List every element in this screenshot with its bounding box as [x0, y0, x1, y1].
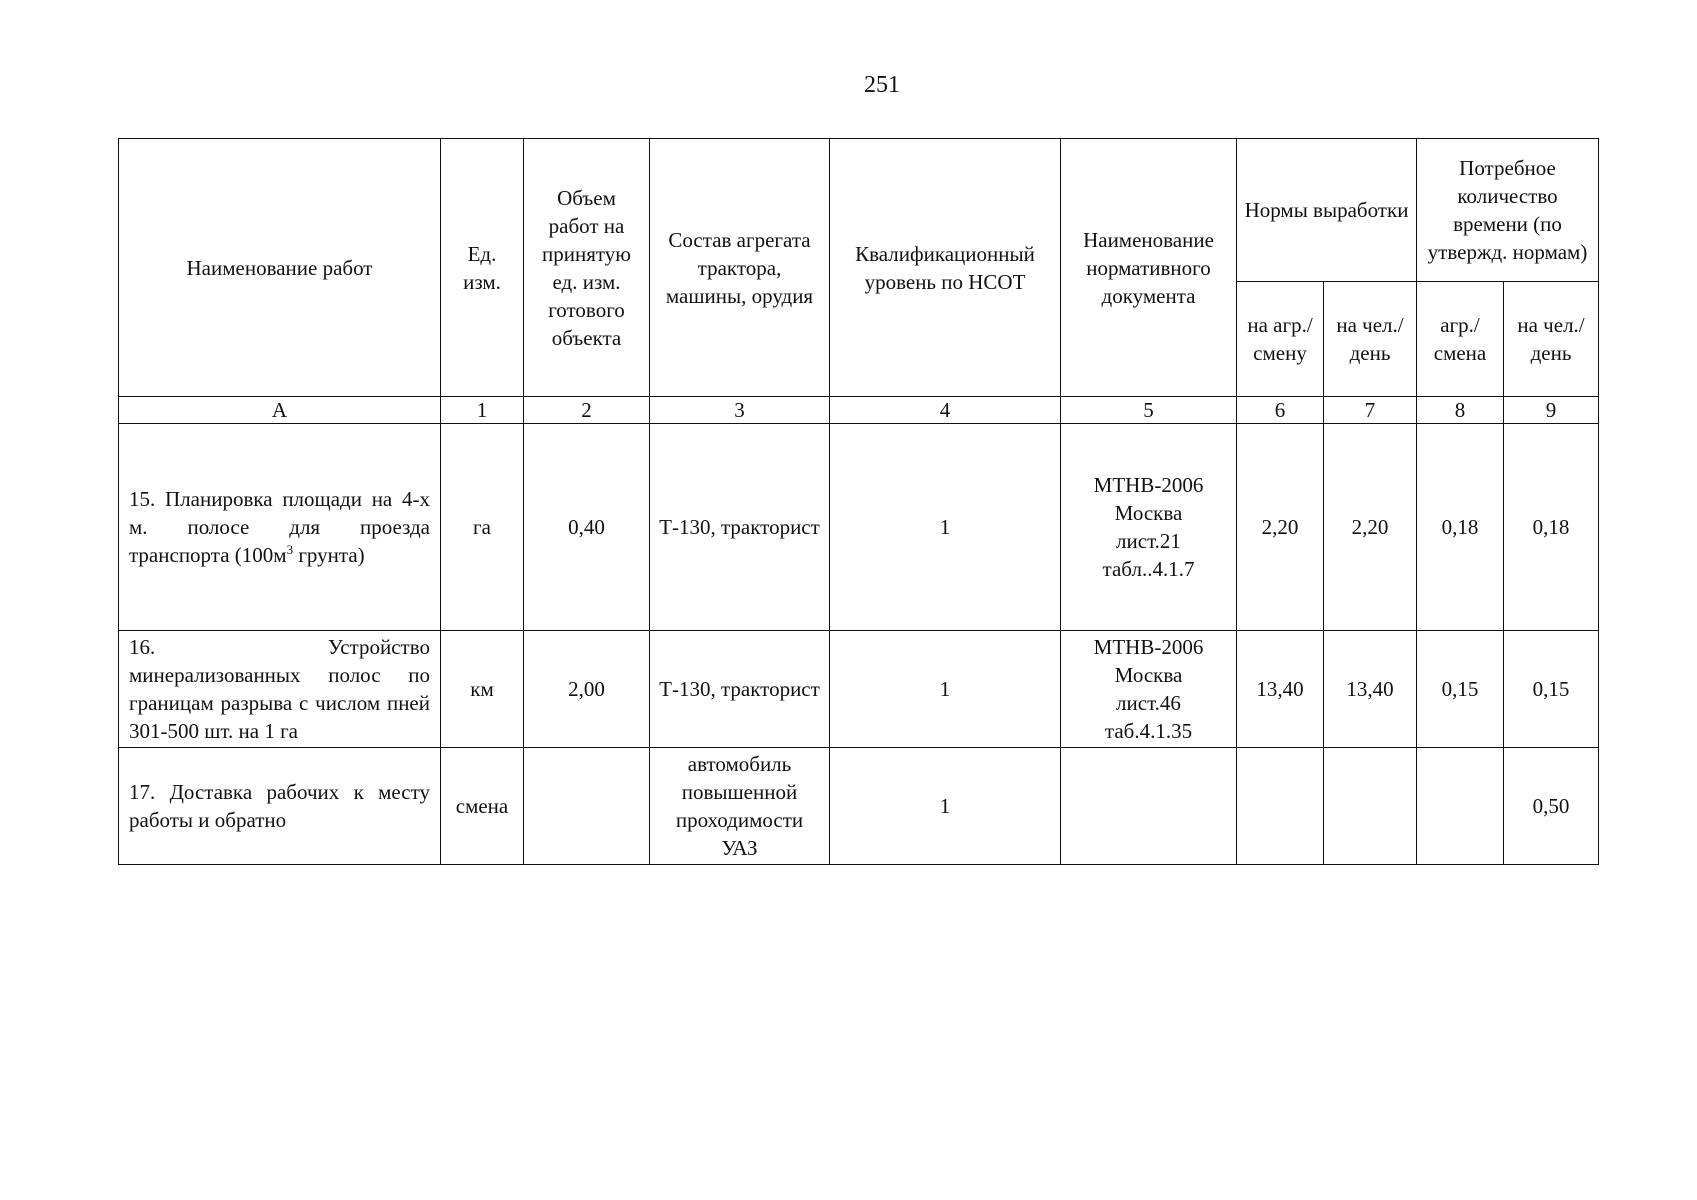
norm-person-day-cell: 2,20	[1324, 424, 1417, 631]
composition-cell: Т-130, тракторист	[650, 631, 830, 748]
doc-line: Москва	[1114, 501, 1183, 525]
norm-unit-shift-cell	[1237, 748, 1324, 865]
unit-cell: смена	[441, 748, 524, 865]
column-number-row	[119, 397, 1599, 424]
column-number: 8	[1417, 397, 1504, 424]
doc-line: лист.46	[1116, 691, 1181, 715]
header-output-per-unit-shift: на агр./ смену	[1237, 282, 1324, 397]
doc-line: табл..4.1.7	[1102, 557, 1195, 581]
volume-cell: 0,40	[524, 424, 650, 631]
page-number: 251	[864, 72, 900, 98]
work-name-text: 15. Планировка площади на 4-х м. полосе для проезда транспорта (100м	[129, 487, 430, 567]
column-number: А	[119, 397, 441, 424]
header-qualification: Квалификационный уровень по НСОТ	[830, 139, 1061, 397]
header-output-norms: Нормы выработки	[1237, 139, 1417, 282]
norm-unit-shift-cell: 13,40	[1237, 631, 1324, 748]
header-time-per-person-day: на чел./ день	[1504, 282, 1599, 397]
column-number: 6	[1237, 397, 1324, 424]
time-unit-shift-cell: 0,15	[1417, 631, 1504, 748]
header-time-per-unit-shift: агр./ смена	[1417, 282, 1504, 397]
work-norms-table	[118, 138, 1599, 865]
volume-cell	[524, 748, 650, 865]
table-row	[119, 748, 1599, 865]
work-name-cell: 16. Устройство минерализованных полос по границам разрыва с числом пней 301-500 шт. на 1 га	[119, 631, 441, 748]
norm-person-day-cell	[1324, 748, 1417, 865]
column-number: 2	[524, 397, 650, 424]
doc-line: МТНВ-2006	[1093, 635, 1204, 659]
header-output-per-person-day: на чел./ день	[1324, 282, 1417, 397]
time-person-day-cell: 0,15	[1504, 631, 1599, 748]
column-number: 4	[830, 397, 1061, 424]
column-number: 7	[1324, 397, 1417, 424]
qualification-cell: 1	[830, 631, 1061, 748]
doc-line: таб.4.1.35	[1104, 719, 1193, 743]
header-required-time: Потребное количество времени (по утвержд. нормам)	[1417, 139, 1599, 282]
superscript: 3	[286, 542, 294, 557]
header-composition: Состав агрегата трактора, машины, орудия	[650, 139, 830, 397]
time-unit-shift-cell	[1417, 748, 1504, 865]
time-person-day-cell: 0,18	[1504, 424, 1599, 631]
work-name-cell	[119, 424, 441, 631]
column-number: 3	[650, 397, 830, 424]
composition-cell: Т-130, тракторист	[650, 424, 830, 631]
norm-unit-shift-cell: 2,20	[1237, 424, 1324, 631]
header-volume: Объем работ на принятую ед. изм. готового объекта	[524, 139, 650, 397]
volume-cell: 2,00	[524, 631, 650, 748]
unit-cell: га	[441, 424, 524, 631]
doc-line: лист.21	[1116, 529, 1181, 553]
normative-doc-cell	[1061, 748, 1237, 865]
table-row	[119, 424, 1599, 631]
qualification-cell: 1	[830, 748, 1061, 865]
norm-person-day-cell: 13,40	[1324, 631, 1417, 748]
time-unit-shift-cell: 0,18	[1417, 424, 1504, 631]
column-number: 9	[1504, 397, 1599, 424]
qualification-cell: 1	[830, 424, 1061, 631]
header-normative-doc: Наименование нормативного документа	[1061, 139, 1237, 397]
column-number: 5	[1061, 397, 1237, 424]
table-row	[119, 631, 1599, 748]
header-work-name: Наименование работ	[119, 139, 441, 397]
normative-doc-cell	[1061, 631, 1237, 748]
normative-doc-cell	[1061, 424, 1237, 631]
time-person-day-cell: 0,50	[1504, 748, 1599, 865]
work-name-text-end: грунта)	[293, 543, 365, 567]
work-name-cell: 17. Доставка рабочих к месту работы и обратно	[119, 748, 441, 865]
unit-cell: км	[441, 631, 524, 748]
header-unit: Ед. изм.	[441, 139, 524, 397]
composition-cell: автомобиль повышенной проходимости УАЗ	[650, 748, 830, 865]
doc-line: МТНВ-2006	[1093, 473, 1204, 497]
doc-line: Москва	[1114, 663, 1183, 687]
column-number: 1	[441, 397, 524, 424]
